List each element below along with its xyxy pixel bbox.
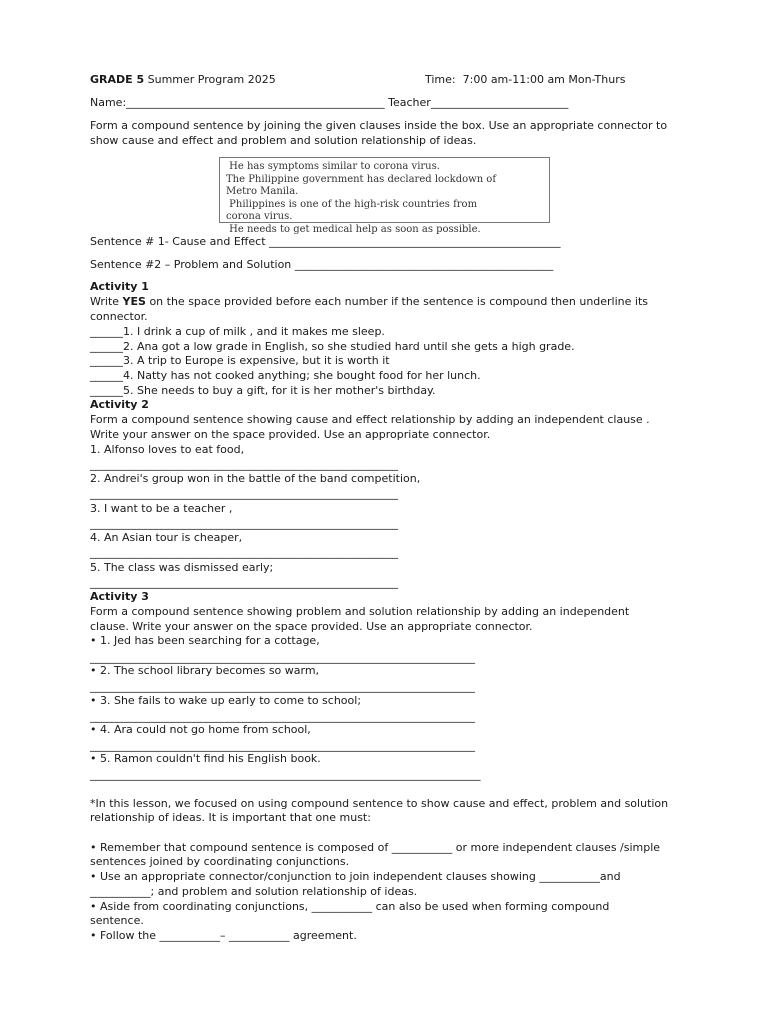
activity-3-item: • 1. Jed has been searching for a cottage, bbox=[90, 634, 320, 647]
summary-bullet: • Remember that compound sentence is composed of ___________ or more independent clauses /simple bbox=[90, 841, 661, 854]
activity-2-item: 2. Andrei's group won in the battle of the band competition, bbox=[90, 472, 421, 485]
activity-2-instruction: Write your answer on the space provided. Use an appropriate connector. bbox=[90, 428, 491, 441]
name-teacher-line: Name:_______________________________________________ Teacher_________________________ bbox=[90, 96, 569, 109]
sentence-2-line: Sentence #2 – Problem and Solution _______________________________________________ bbox=[90, 258, 554, 271]
activity-2-item: 1. Alfonso loves to eat food, bbox=[90, 443, 245, 456]
summary-bullet: • Follow the ___________– ___________ agreement. bbox=[90, 929, 357, 942]
activity-1-item: ______1. I drink a cup of milk , and it makes me sleep. bbox=[90, 325, 385, 338]
summary-intro: *In this lesson, we focused on using compound sentence to show cause and effect, problem and solution bbox=[90, 797, 669, 810]
header-program bbox=[90, 73, 276, 87]
answer-line[interactable]: ______________________________________________________________________ bbox=[90, 739, 475, 752]
activity-3-instruction: Form a compound sentence showing problem and solution relationship by adding an independent bbox=[90, 605, 630, 618]
clause-line: Philippines is one of the high-risk countries from bbox=[226, 198, 478, 210]
clause-line: He needs to get medical help as soon as possible. bbox=[226, 223, 481, 235]
answer-line[interactable]: ________________________________________________________ bbox=[90, 458, 398, 471]
activity-3-instruction: clause. Write your answer on the space provided. Use an appropriate connector. bbox=[90, 620, 533, 633]
summary-bullet: • Use an appropriate connector/conjunction to join independent clauses showing ___________and bbox=[90, 870, 621, 883]
clause-line: corona virus. bbox=[226, 211, 293, 222]
activity-1-item: ______3. A trip to Europe is expensive, but it is worth it bbox=[90, 354, 390, 367]
activity-1-instr-pre: Write bbox=[90, 295, 123, 308]
clause-line: He has symptoms similar to corona virus. bbox=[226, 161, 440, 172]
answer-line[interactable]: _______________________________________________________________________ bbox=[90, 768, 481, 781]
summary-bullet: ___________; and problem and solution relationship of ideas. bbox=[90, 885, 418, 898]
answer-line[interactable]: ______________________________________________________________________ bbox=[90, 710, 475, 723]
answer-line[interactable]: ________________________________________________________ bbox=[90, 546, 398, 559]
activity-3-item: • 3. She fails to wake up early to come to school; bbox=[90, 694, 362, 707]
summary-bullet: sentences joined by coordinating conjunctions. bbox=[90, 855, 350, 868]
activity-2-instruction: Form a compound sentence showing cause and effect relationship by adding an independent clause . bbox=[90, 413, 650, 426]
clause-box bbox=[219, 157, 550, 235]
summary-bullet: sentence. bbox=[90, 914, 144, 927]
activity-3-item: • 2. The school library becomes so warm, bbox=[90, 664, 320, 677]
activity-1-title: Activity 1 bbox=[90, 280, 149, 293]
activity-1-instr-post: on the space provided before each number if the sentence is compound then underline its bbox=[145, 295, 649, 308]
answer-line[interactable]: ________________________________________________________ bbox=[90, 576, 398, 589]
activity-1-instruction-2: connector. bbox=[90, 310, 148, 323]
activity-3-title: Activity 3 bbox=[90, 590, 149, 603]
activity-1-item: ______5. She needs to buy a gift, for it is her mother's birthday. bbox=[90, 384, 436, 397]
activity-1-item: ______4. Natty has not cooked anything; she bought food for her lunch. bbox=[90, 369, 481, 382]
header-time: Time: 7:00 am-11:00 am Mon-Thurs bbox=[425, 73, 626, 86]
yes-keyword: YES bbox=[122, 295, 146, 308]
answer-line[interactable]: ______________________________________________________________________ bbox=[90, 651, 475, 664]
activity-3-item: • 4. Ara could not go home from school, bbox=[90, 723, 311, 736]
sentence-1-line: Sentence # 1- Cause and Effect _____________________________________________________ bbox=[90, 235, 561, 248]
answer-line[interactable]: ________________________________________________________ bbox=[90, 487, 398, 500]
program-label: Summer Program 2025 bbox=[144, 73, 276, 86]
clause-line: Metro Manila. bbox=[226, 186, 299, 197]
activity-2-title: Activity 2 bbox=[90, 398, 149, 411]
instruction-line-2: show cause and effect and problem and solution relationship of ideas. bbox=[90, 134, 477, 147]
clause-line: The Philippine government has declared lockdown of bbox=[226, 173, 497, 185]
activity-1-instruction bbox=[90, 295, 648, 309]
summary-bullet: • Aside from coordinating conjunctions, ___________ can also be used when forming compound bbox=[90, 900, 610, 913]
activity-2-item: 3. I want to be a teacher , bbox=[90, 502, 233, 515]
activity-2-item: 5. The class was dismissed early; bbox=[90, 561, 274, 574]
instruction-line-1: Form a compound sentence by joining the given clauses inside the box. Use an appropriate connector to bbox=[90, 119, 668, 132]
answer-line[interactable]: ________________________________________________________ bbox=[90, 517, 398, 530]
answer-line[interactable]: ______________________________________________________________________ bbox=[90, 680, 475, 693]
activity-2-item: 4. An Asian tour is cheaper, bbox=[90, 531, 243, 544]
activity-1-item: ______2. Ana got a low grade in English, so she studied hard until she gets a high grade. bbox=[90, 340, 575, 353]
activity-3-item: • 5. Ramon couldn't find his English book. bbox=[90, 752, 321, 765]
grade-label: GRADE 5 bbox=[90, 73, 145, 86]
summary-intro: relationship of ideas. It is important that one must: bbox=[90, 811, 371, 824]
